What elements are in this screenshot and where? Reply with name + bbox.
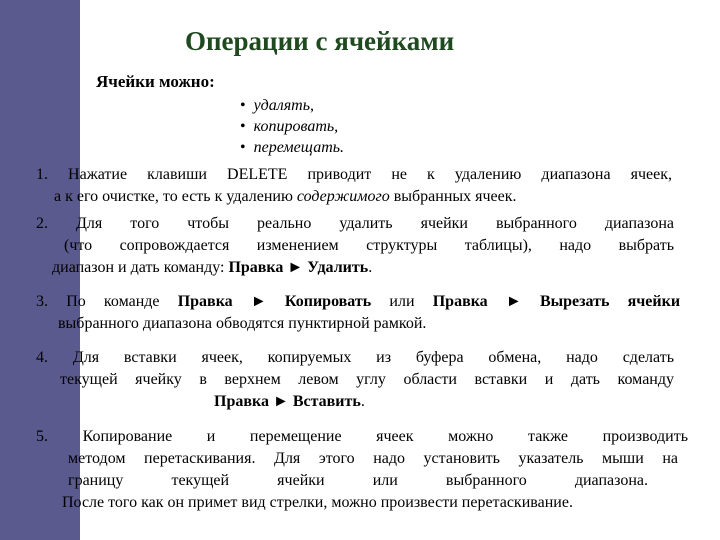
paragraph-3: 3. По команде Правка ► Копировать или Правка ► Вырезать ячейки выбранного диапазона обводятся пунктирной рамкой. <box>36 293 681 332</box>
subtitle: Ячейки можно: <box>96 72 215 91</box>
bullet-delete: • удалять, <box>240 95 344 116</box>
slide-title: Операции с ячейками <box>185 26 455 56</box>
paragraph-5: 5. Копирование и перемещение ячеек можно также производить методом перетаскивания. Для этого надо установить указатель мыши на границу текущей ячейки или выбранного диапазона. После того как он примет вид стрелки, можно произвести перетаскивание. <box>36 428 688 511</box>
menu-path-paste: Правка ► Вставить <box>214 393 361 410</box>
menu-path-delete: Правка ► Удалить <box>228 259 369 276</box>
bullet-copy: • копировать, <box>240 116 344 137</box>
operations-list <box>240 95 344 158</box>
paragraph-4: 4. Для вставки ячеек, копируемых из буфера обмена, надо сделать текущей ячейку в верхнем левом углу области вставки и дать команду Правка ► Вставить. <box>36 349 674 410</box>
bullet-move: • перемещать. <box>240 137 344 158</box>
paragraph-2: 2. Для того чтобы реально удалить ячейки выбранного диапазона (что сопровождается изменением структуры таблицы), надо выбрать диапазон и дать команду: Правка ► Удалить. <box>36 215 674 276</box>
paragraph-1: 1. Нажатие клавиши DELETE приводит не к удалению диапазона ячеек, а к его очистке, то есть к удалению содержимого выбранных ячеек. <box>36 166 672 205</box>
